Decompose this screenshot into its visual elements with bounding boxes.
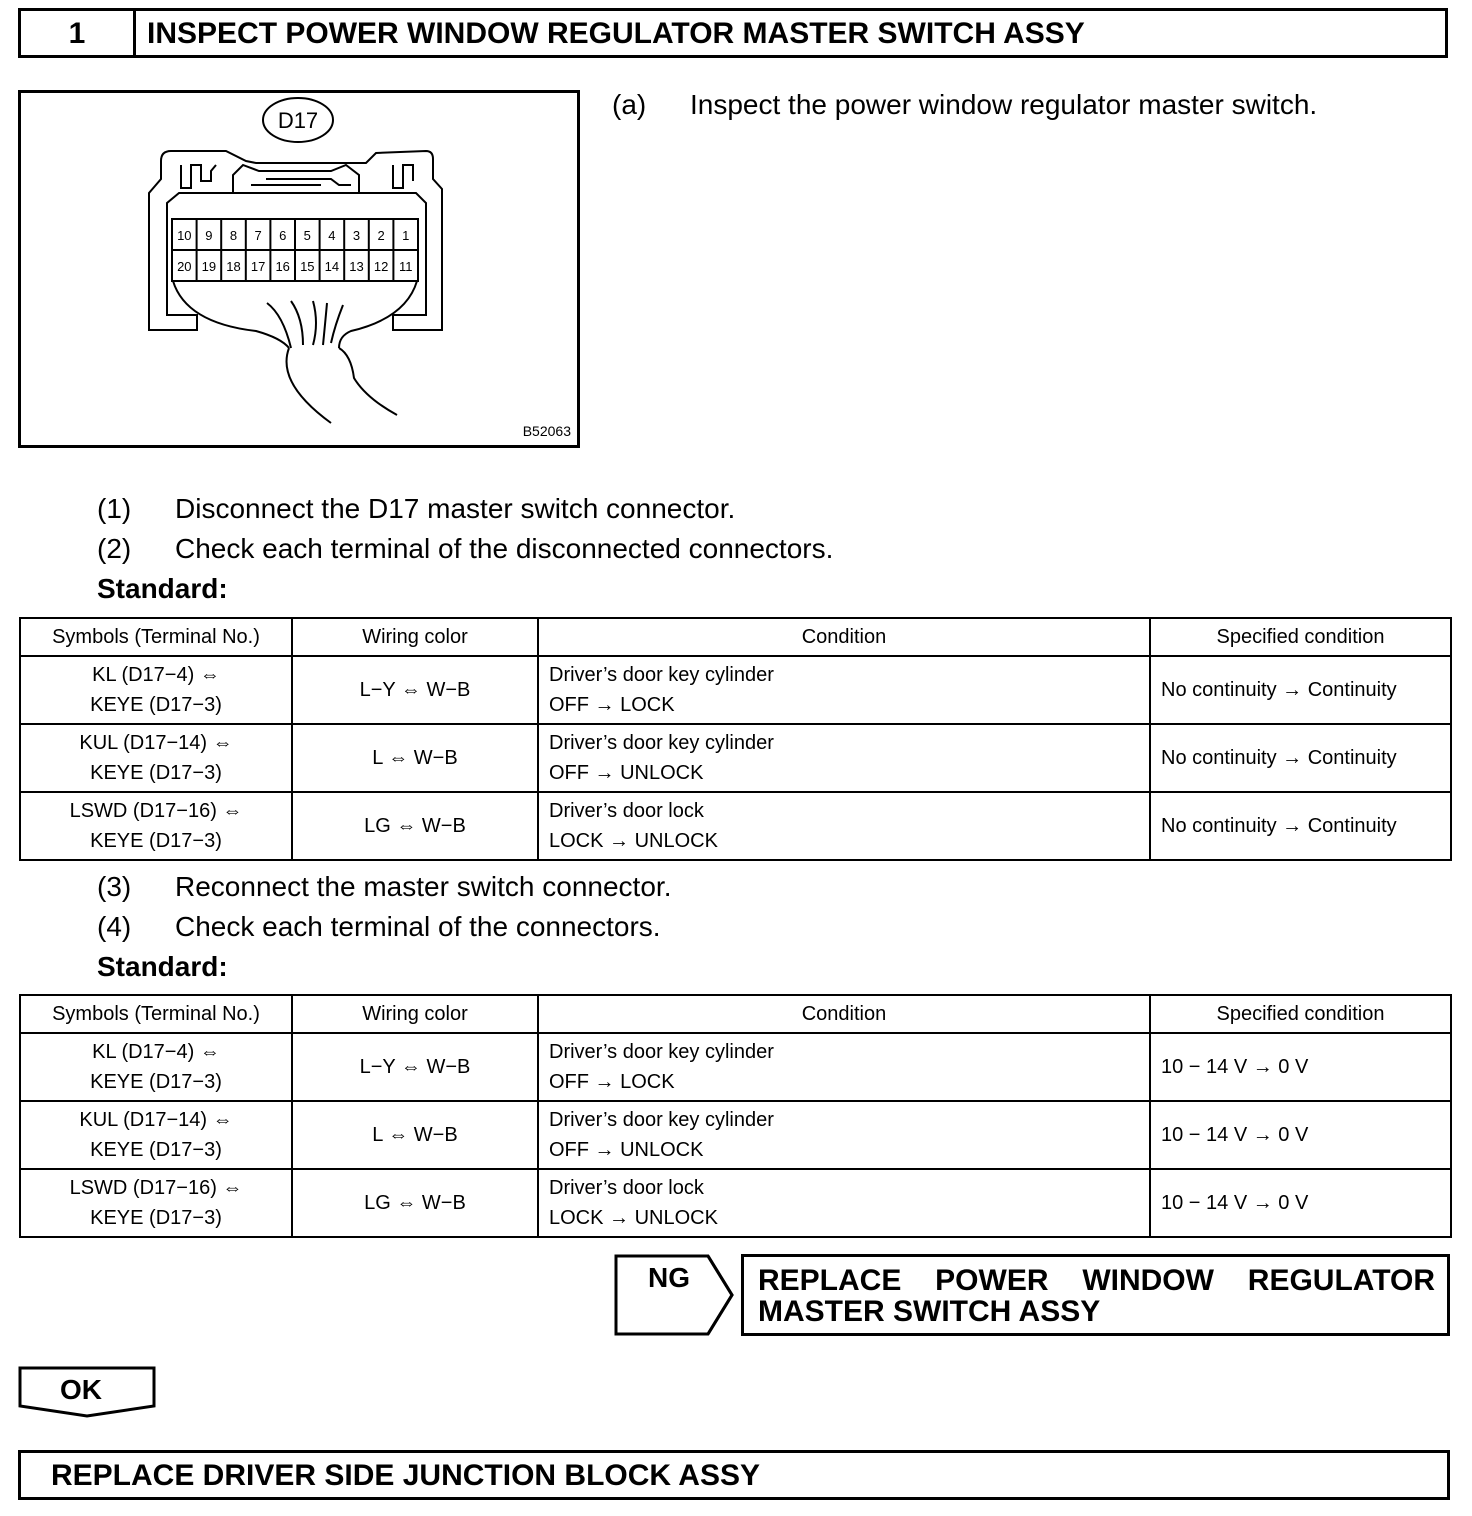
col-header-symbols: Symbols (Terminal No.) [20, 618, 292, 656]
final-action-text: REPLACE DRIVER SIDE JUNCTION BLOCK ASSY [51, 1459, 760, 1492]
top-row-pin-label: 8 [229, 228, 238, 243]
symbol-line-2: KEYE (D17−3) [90, 694, 222, 716]
symbol-line-1: KUL (D17−14) ⇔ [79, 732, 233, 754]
top-row-pin-label: 7 [254, 228, 262, 243]
cell-symbols [20, 1101, 292, 1169]
standard-table-continuity [19, 617, 1452, 861]
step-4-text: Check each terminal of the connectors. [175, 911, 661, 942]
cell-condition [538, 656, 1150, 724]
cell-wiring-color: L ⇔ W−B [292, 724, 538, 792]
ng-action-box [741, 1254, 1450, 1336]
table-row [20, 724, 1451, 792]
top-row-pin-label: 9 [205, 228, 213, 243]
condition-line-1: Driver’s door key cylinder [549, 664, 774, 686]
ng-action-text: REPLACE POWER WINDOW REGULATOR MASTER SWITCH ASSY [758, 1264, 1435, 1328]
symbol-line-1: KL (D17−4) ⇔ [92, 1041, 220, 1063]
cell-specified-condition: 10 − 14 V → 0 V [1150, 1169, 1451, 1237]
table-header-row [20, 995, 1451, 1033]
cell-specified-condition: No continuity → Continuity [1150, 656, 1451, 724]
cell-symbols [20, 724, 292, 792]
condition-line-2: OFF → UNLOCK [549, 762, 704, 784]
table-row [20, 1169, 1451, 1237]
table-row [20, 1033, 1451, 1101]
bottom-row-pin-label: 15 [300, 259, 315, 274]
cell-specified-condition: No continuity → Continuity [1150, 792, 1451, 860]
step-header [18, 8, 1448, 58]
condition-line-2: LOCK → UNLOCK [549, 830, 718, 852]
top-row-pin-label: 3 [352, 228, 361, 243]
cell-wiring-color: LG ⇔ W−B [292, 1169, 538, 1237]
symbol-line-2: KEYE (D17−3) [90, 1207, 222, 1229]
top-row-pin-label: 4 [328, 228, 336, 243]
col-header-wiring: Wiring color [292, 995, 538, 1033]
symbol-line-1: LSWD (D17−16) ⇔ [69, 1177, 243, 1199]
condition-line-2: OFF → LOCK [549, 1071, 675, 1093]
table-row [20, 656, 1451, 724]
top-row-pin-label: 10 [177, 228, 192, 243]
symbol-line-2: KEYE (D17−3) [90, 762, 222, 784]
step-4-marker: (4) [97, 911, 132, 942]
table-row [20, 792, 1451, 860]
step-a-text: Inspect the power window regulator master switch. [690, 89, 1318, 120]
standard-label-1: Standard: [97, 573, 228, 604]
connector-label: D17 [277, 108, 319, 133]
cell-wiring-color: L−Y ⇔ W−B [292, 1033, 538, 1101]
cell-condition [538, 792, 1150, 860]
condition-line-1: Driver’s door lock [549, 1177, 704, 1199]
cell-wiring-color: LG ⇔ W−B [292, 792, 538, 860]
cell-condition [538, 724, 1150, 792]
step-3-text: Reconnect the master switch connector. [175, 871, 672, 902]
figure-code: B52063 [522, 423, 571, 439]
step-3-marker: (3) [97, 871, 132, 902]
ng-result-arrow[interactable] [614, 1254, 734, 1336]
symbol-line-2: KEYE (D17−3) [90, 1071, 222, 1093]
ng-label: NG [648, 1262, 690, 1293]
final-action-box [18, 1450, 1450, 1500]
col-header-specified: Specified condition [1150, 995, 1451, 1033]
connector-d17-diagram [21, 93, 577, 445]
step-title: INSPECT POWER WINDOW REGULATOR MASTER SWITCH ASSY [147, 17, 1085, 50]
connector-figure [18, 90, 580, 448]
step-1-text: Disconnect the D17 master switch connector. [175, 493, 736, 524]
condition-line-1: Driver’s door key cylinder [549, 732, 774, 754]
bottom-row-pin-label: 19 [201, 259, 217, 274]
col-header-symbols: Symbols (Terminal No.) [20, 995, 292, 1033]
ok-result-arrow[interactable] [18, 1366, 156, 1418]
col-header-condition: Condition [538, 995, 1150, 1033]
symbol-line-1: KL (D17−4) ⇔ [92, 664, 220, 686]
cell-symbols [20, 656, 292, 724]
bottom-row-pin-label: 11 [398, 259, 413, 274]
top-row-pin-label: 2 [377, 228, 385, 243]
cell-condition [538, 1101, 1150, 1169]
bottom-row-pin-label: 13 [349, 259, 364, 274]
step-2-text: Check each terminal of the disconnected connectors. [175, 533, 834, 564]
bottom-row-pin-label: 16 [275, 259, 290, 274]
cell-specified-condition: 10 − 14 V → 0 V [1150, 1101, 1451, 1169]
table-header-row [20, 618, 1451, 656]
col-header-specified: Specified condition [1150, 618, 1451, 656]
step-number: 1 [21, 11, 136, 55]
step-2-marker: (2) [97, 533, 132, 564]
cell-specified-condition: 10 − 14 V → 0 V [1150, 1033, 1451, 1101]
col-header-wiring: Wiring color [292, 618, 538, 656]
bottom-row-pin-label: 18 [226, 259, 241, 274]
cell-wiring-color: L ⇔ W−B [292, 1101, 538, 1169]
cell-specified-condition: No continuity → Continuity [1150, 724, 1451, 792]
ok-label: OK [60, 1374, 102, 1405]
symbol-line-2: KEYE (D17−3) [90, 1139, 222, 1161]
cell-wiring-color: L−Y ⇔ W−B [292, 656, 538, 724]
symbol-line-2: KEYE (D17−3) [90, 830, 222, 852]
standard-table-voltage [19, 994, 1452, 1238]
condition-line-2: OFF → UNLOCK [549, 1139, 704, 1161]
table-row [20, 1101, 1451, 1169]
top-row-pin-label: 6 [279, 228, 287, 243]
col-header-condition: Condition [538, 618, 1150, 656]
bottom-row-pin-label: 20 [177, 259, 192, 274]
step-1-marker: (1) [97, 493, 132, 524]
condition-line-1: Driver’s door key cylinder [549, 1109, 774, 1131]
cell-symbols [20, 1169, 292, 1237]
step-a-marker: (a) [612, 89, 647, 120]
bottom-row-pin-label: 17 [250, 259, 266, 274]
step-a [612, 88, 646, 122]
condition-line-1: Driver’s door lock [549, 800, 704, 822]
cell-condition [538, 1169, 1150, 1237]
symbol-line-1: LSWD (D17−16) ⇔ [69, 800, 243, 822]
symbol-line-1: KUL (D17−14) ⇔ [79, 1109, 233, 1131]
cell-condition [538, 1033, 1150, 1101]
bottom-row-pin-label: 14 [324, 259, 340, 274]
condition-line-2: LOCK → UNLOCK [549, 1207, 718, 1229]
cell-symbols [20, 792, 292, 860]
condition-line-2: OFF → LOCK [549, 694, 675, 716]
cell-symbols [20, 1033, 292, 1101]
bottom-row-pin-label: 12 [373, 259, 389, 274]
top-row-pin-label: 5 [303, 228, 311, 243]
top-row-pin-label: 1 [402, 228, 410, 243]
condition-line-1: Driver’s door key cylinder [549, 1041, 774, 1063]
standard-label-2: Standard: [97, 951, 228, 982]
